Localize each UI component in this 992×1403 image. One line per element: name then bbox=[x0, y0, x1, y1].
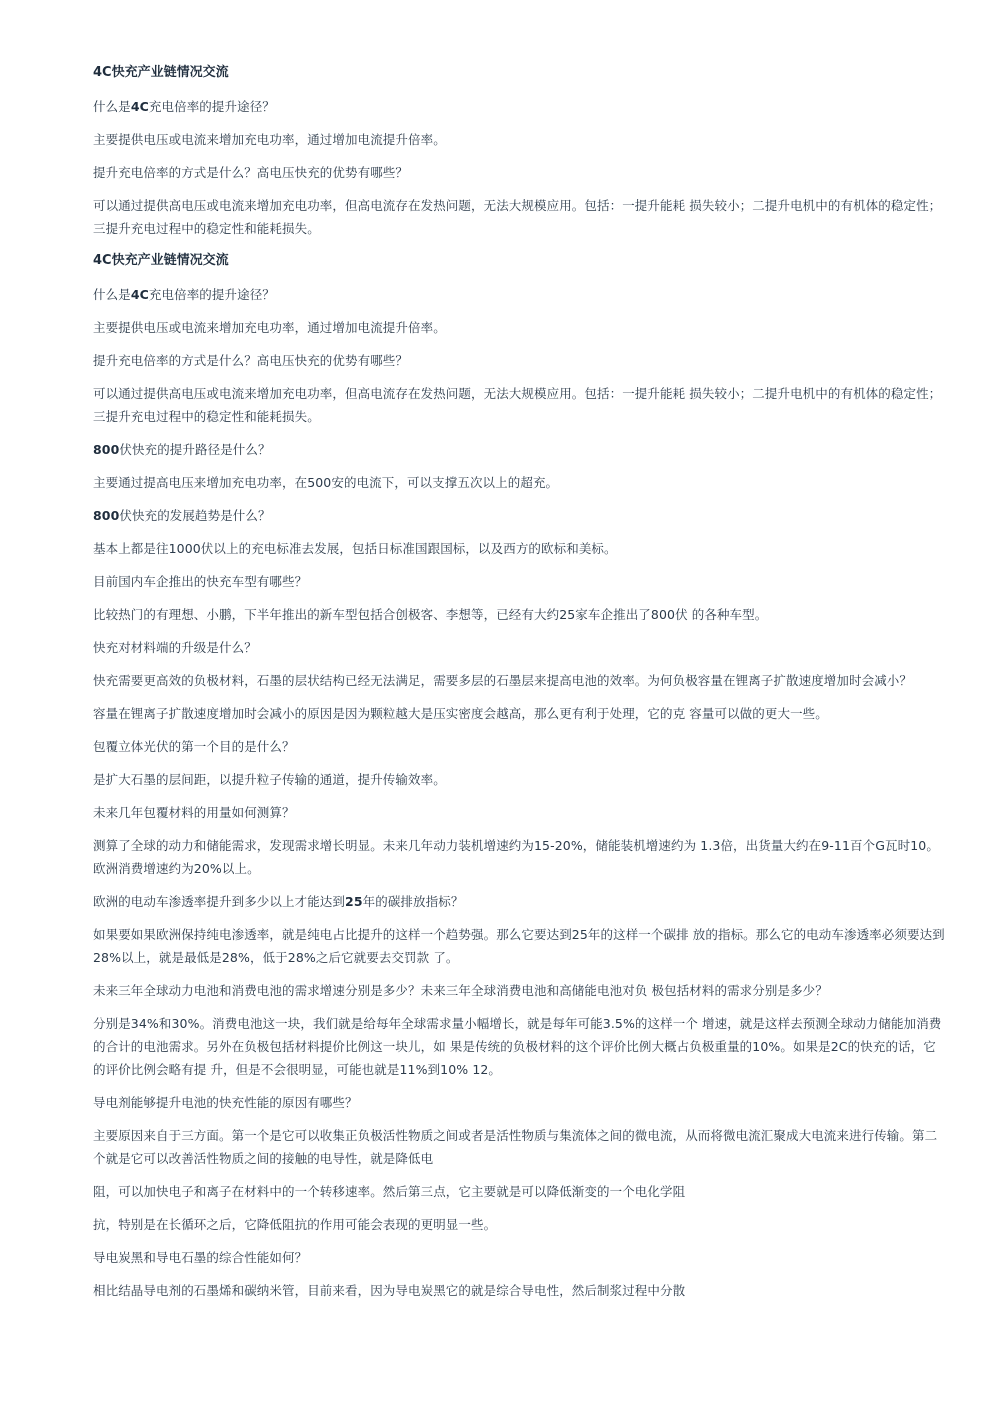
paragraph: 分别是34%和30%。消费电池这一块，我们就是给每年全球需求量小幅增长，就是每年可能3.5%的这样一个 增速，就是这样去预测全球动力储能加消费的合计的电池需求。另外在负极包括材料提价比例这一块儿，如 果是传统的负极材料的这个评价比例大概占负极重量的10%。如果是2C的快充的话，它的评价比例会略有提 升，但是不会很明显，可能也就是11%到10% 12。 bbox=[93, 1016, 942, 1077]
document-page bbox=[93, 62, 945, 1312]
question-text bbox=[93, 95, 945, 118]
section-heading: 4C快充产业链情况交流 bbox=[93, 253, 229, 268]
section-heading: 4C快充产业链情况交流 bbox=[93, 65, 229, 80]
paragraph: 基本上都是往1000伏以上的充电标准去发展，包括日标准国跟国标，以及西方的欧标和美标。 bbox=[93, 541, 617, 556]
paragraph: 测算了全球的动力和储能需求，发现需求增长明显。未来几年动力装机增速约为15-20%，储能装机增速约为 1.3倍，出货量大约在9-11百个G瓦时10。欧洲消费增速约为20%以上。 bbox=[93, 838, 939, 876]
question-prefix: 什么是 bbox=[93, 99, 131, 114]
paragraph: 主要提供电压或电流来增加充电功率，通过增加电流提升倍率。 bbox=[93, 132, 446, 147]
paragraph: 如果要如果欧洲保持纯电渗透率，就是纯电占比提升的这样一个趋势强。那么它要达到25年的这样一个碳排 放的指标。那么它的电动车渗透率必须要达到28%以上，就是最低是28%，低于28%之后它就要去交罚款 了。 bbox=[93, 927, 945, 965]
paragraph: 未来几年包覆材料的用量如何测算？ bbox=[93, 805, 295, 820]
question-text bbox=[93, 283, 945, 306]
question-text bbox=[93, 438, 945, 461]
question-emphasis: 800 bbox=[93, 442, 120, 457]
paragraph: 是扩大石墨的层间距，以提升粒子传输的通道，提升传输效率。 bbox=[93, 772, 446, 787]
paragraph: 主要通过提高电压来增加充电功率，在500安的电流下，可以支撑五次以上的超充。 bbox=[93, 475, 559, 490]
paragraph: 可以通过提供高电压或电流来增加充电功率，但高电流存在发热问题，无法大规模应用。包括：一提升能耗 损失较小；二提升电机中的有机体的稳定性；三提升充电过程中的稳定性和能耗损失。 bbox=[93, 386, 942, 424]
paragraph: 快充对材料端的升级是什么？ bbox=[93, 640, 257, 655]
question-suffix: 年的碳排放指标？ bbox=[362, 894, 464, 909]
paragraph: 主要原因来自于三方面。第一个是它可以收集正负极活性物质之间或者是活性物质与集流体之间的微电流，从而将微电流汇聚成大电流来进行传输。第二个就是它可以改善活性物质之间的接触的电导性，就是降低电 bbox=[93, 1128, 938, 1166]
question-text bbox=[93, 504, 945, 527]
question-prefix: 欧洲的电动车渗透率提升到多少以上才能达到 bbox=[93, 894, 346, 909]
paragraph: 阻，可以加快电子和离子在材料中的一个转移速率。然后第三点，它主要就是可以降低渐变的一个电化学阻 bbox=[93, 1184, 686, 1199]
paragraph: 导电剂能够提升电池的快充性能的原因有哪些？ bbox=[93, 1095, 358, 1110]
paragraph: 目前国内车企推出的快充车型有哪些？ bbox=[93, 574, 308, 589]
paragraph: 包覆立体光伏的第一个目的是什么？ bbox=[93, 739, 295, 754]
paragraph: 提升充电倍率的方式是什么？高电压快充的优势有哪些？ bbox=[93, 353, 409, 368]
paragraph: 可以通过提供高电压或电流来增加充电功率，但高电流存在发热问题，无法大规模应用。包括：一提升能耗 损失较小；二提升电机中的有机体的稳定性；三提升充电过程中的稳定性和能耗损失。 bbox=[93, 198, 942, 236]
question-prefix: 什么是 bbox=[93, 287, 131, 302]
paragraph: 快充需要更高效的负极材料，石墨的层状结构已经无法满足，需要多层的石墨层来提高电池的效率。为何负极容量在锂离子扩散速度增加时会减小？ bbox=[93, 673, 913, 688]
paragraph: 未来三年全球动力电池和消费电池的需求增速分别是多少？未来三年全球消费电池和高储能电池对负 极包括材料的需求分别是多少？ bbox=[93, 983, 828, 998]
paragraph: 主要提供电压或电流来增加充电功率，通过增加电流提升倍率。 bbox=[93, 320, 446, 335]
question-emphasis: 800 bbox=[93, 508, 120, 523]
question-emphasis: 4C bbox=[130, 99, 149, 114]
question-suffix: 充电倍率的提升途径？ bbox=[148, 99, 275, 114]
question-suffix: 伏快充的发展趋势是什么？ bbox=[119, 508, 271, 523]
question-suffix: 充电倍率的提升途径？ bbox=[148, 287, 275, 302]
paragraph: 抗，特别是在长循环之后，它降低阻抗的作用可能会表现的更明显一些。 bbox=[93, 1217, 497, 1232]
question-emphasis: 4C bbox=[130, 287, 149, 302]
question-text bbox=[93, 890, 945, 913]
paragraph: 比较热门的有理想、小鹏，下半年推出的新车型包括合创极客、李想等，已经有大约25家车企推出了800伏 的各种车型。 bbox=[93, 607, 768, 622]
paragraph: 容量在锂离子扩散速度增加时会减小的原因是因为颗粒越大是压实密度会越高，那么更有利于处理，它的克 容量可以做的更大一些。 bbox=[93, 706, 828, 721]
question-suffix: 伏快充的提升路径是什么？ bbox=[119, 442, 271, 457]
paragraph: 相比结晶导电剂的石墨烯和碳纳米管，目前来看，因为导电炭黑它的就是综合导电性，然后制浆过程中分散 bbox=[93, 1283, 686, 1298]
paragraph: 提升充电倍率的方式是什么？高电压快充的优势有哪些？ bbox=[93, 165, 409, 180]
paragraph: 导电炭黑和导电石墨的综合性能如何？ bbox=[93, 1250, 308, 1265]
question-emphasis: 25 bbox=[345, 894, 363, 909]
